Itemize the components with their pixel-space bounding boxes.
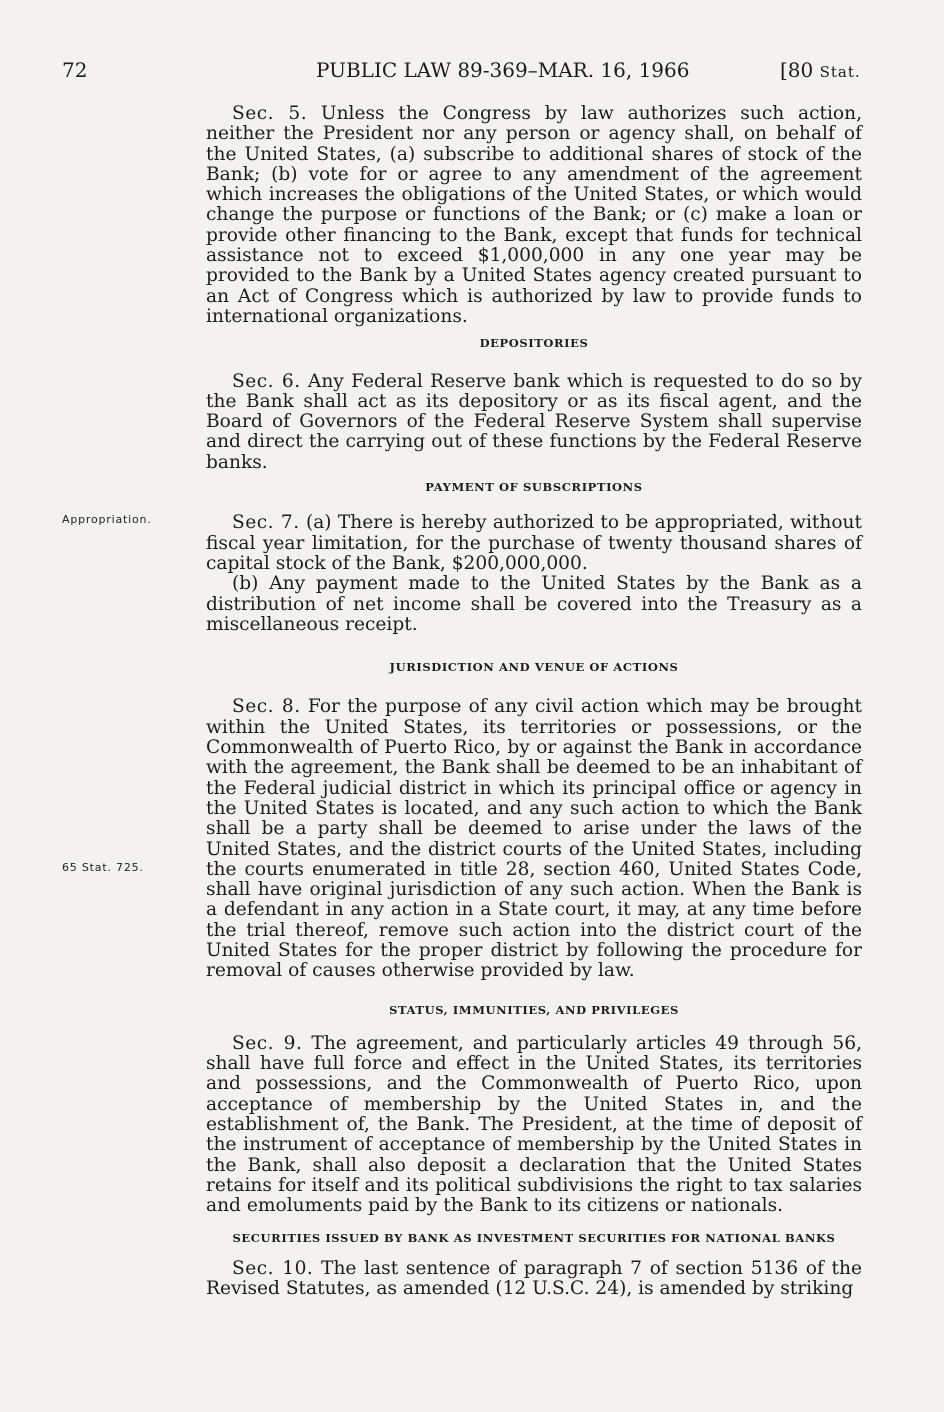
heading-status-immunities: STATUS, IMMUNITIES, AND PRIVILEGES xyxy=(389,1002,679,1017)
section-text: Unless the Congress by law authorizes such action, neither the President nor any person or agency shall, on behalf of the United States, (a) subscribe to additional shares of stock of the Bank; (b) vote for or agree to any amendment of the agreement which increases the obligations of the United States, or which would change the purpose or functions of the Bank; or (c) make a loan or provide other financing to the Bank, except that funds for technical assistance not to exceed $1,000,000 in any one year may be provided to the Bank by a United States agency created pursuant to an Act of Congress which is authorized by law to provide funds to international organizations. xyxy=(206,103,863,327)
section-text: The last sentence of paragraph 7 of section 5136 of the Revised Statutes, as amended (12 U.S.C. 24), is amended by striking xyxy=(206,1257,862,1299)
page-title: PUBLIC LAW 89-369–MAR. 16, 1966 xyxy=(316,58,690,82)
section-9 xyxy=(206,1034,862,1217)
section-7a xyxy=(206,513,862,574)
section-text: Any Federal Reserve bank which is requested to do so by the Bank shall act as its depository or as its fiscal agent, and the Board of Governors of the Federal Reserve System shall supervise and direct the carrying out of these functions by the Federal Reserve banks. xyxy=(206,370,862,473)
statute-label: Stat. xyxy=(819,63,861,81)
document-body xyxy=(206,104,862,1299)
page-number: 72 xyxy=(62,58,88,82)
section-text: The agreement, and particularly articles 49 through 56, shall have full force and effect in the United States, its territories and possessions, and the Commonwealth of Puerto Rico, upon acceptance of membership by the United States in, and the establishment of, the Bank. The President, at the time of deposit of the instrument of acceptance of membership by the United States in the Bank, shall also deposit a declaration that the United States retains for itself and its political subdivisions the right to tax salaries and emoluments paid by the Bank to its citizens or nationals. xyxy=(206,1032,862,1217)
section-6 xyxy=(206,372,862,473)
section-label: Sec. 10. xyxy=(232,1257,314,1279)
section-10 xyxy=(206,1259,862,1300)
section-label: Sec. 6. xyxy=(232,370,301,392)
statute-prefix: [80 xyxy=(780,58,820,82)
section-label: Sec. 9. xyxy=(232,1032,303,1054)
statute-reference xyxy=(780,58,861,82)
section-text: For the purpose of any civil action which may be brought within the United States, its territories or possessions, or the Commonwealth of Puerto Rico, by or against the Bank in accordance with the agreement, the Bank shall be deemed to be an inhabitant of the Federal judicial district in which its principal office or agency in the United States is located, and any such action to which the Bank shall be a party shall be deemed to arise under the laws of the United States, and the district courts of the United States, including the courts enumerated in title 28, section 460, United States Code, shall have original jurisdiction of any such action. When the Bank is a defendant in any action in a State court, it may, at any time before the trial thereof, remove such action into the district court of the United States for the proper district by following the procedure for removal of causes otherwise provided by law. xyxy=(206,696,862,982)
section-5 xyxy=(206,104,862,327)
heading-jurisdiction: JURISDICTION AND VENUE OF ACTIONS xyxy=(389,660,679,675)
page-header xyxy=(0,58,944,88)
section-8 xyxy=(206,697,862,981)
heading-securities: SECURITIES ISSUED BY BANK AS INVESTMENT SECURITIES FOR NATIONAL BANKS xyxy=(232,1230,836,1245)
heading-depositories: DEPOSITORIES xyxy=(479,336,589,351)
section-label: Sec. 5. xyxy=(232,103,308,124)
margin-note-stat-reference: 65 Stat. 725. xyxy=(62,861,144,874)
section-label: Sec. 8. xyxy=(232,696,301,718)
section-text: (a) There is hereby authorized to be appropriated, without fiscal year limitation, for the purchase of twenty thousand shares of capital stock of the Bank, $200,000,000. xyxy=(206,512,862,574)
margin-note-appropriation: Appropriation. xyxy=(62,513,152,526)
heading-payment-of-subscriptions: PAYMENT OF SUBSCRIPTIONS xyxy=(425,480,643,495)
section-7b: (b) Any payment made to the United States by the Bank as a distribution of net income shall be covered into the Treasury as a miscellaneous receipt. xyxy=(206,573,862,635)
section-label: Sec. 7. xyxy=(232,512,300,534)
